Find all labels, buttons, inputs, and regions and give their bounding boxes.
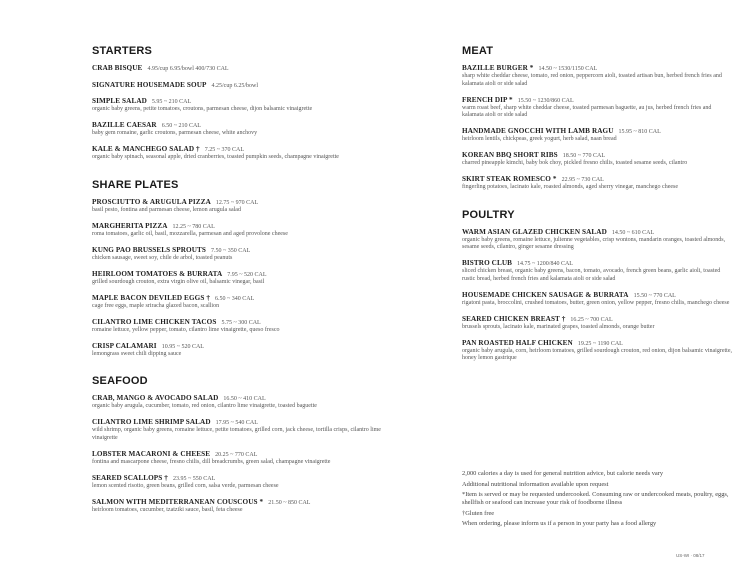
menu-item [92,81,382,90]
item-title-line [462,151,732,160]
item-name: HANDMADE GNOCCHI WITH LAMB RAGU [462,127,614,135]
item-name: LOBSTER MACARONI & CHEESE [92,449,211,458]
item-price-calories: 15.95 ~ 810 CAL [618,129,661,135]
item-name: CRAB, MANGO & AVOCADO SALAD [92,394,219,402]
item-title-line [92,222,382,231]
item-name: FRENCH DIP * [462,95,513,104]
item-title-line [92,498,382,507]
item-title-line [462,96,732,105]
item-description: heirloom tomatoes, cucumber, tzatziki sauce, basil, feta cheese [92,506,243,513]
item-name: KOREAN BBQ SHORT RIBS [462,151,558,159]
item-price-calories: 20.25 ~ 770 CAL [215,451,258,458]
item-name: SKIRT STEAK ROMESCO * [462,175,557,183]
item-name: SIMPLE SALAD [92,97,147,105]
item-name: CILANTRO LIME CHICKEN TACOS [92,317,217,326]
item-price-calories: 12.25 ~ 780 CAL [172,223,215,230]
menu-section [462,209,732,363]
item-price-calories: 14.50 ~ 1530/1150 CAL [538,66,598,72]
item-name: HOUSEMADE CHICKEN SAUSAGE & BURRATA [462,290,629,299]
item-title-line [92,342,382,351]
item-title-line [462,339,732,348]
menu-item [92,474,382,491]
menu-item [92,270,382,287]
item-description: chicken sausage, sweet soy, chile de arbol, toasted peanuts [92,254,233,261]
item-title-line [462,64,732,73]
item-name: SEARED CHICKEN BREAST † [462,314,566,323]
item-description: heirloom lentils, chickpeas, greek yogurt, herb salad, naan bread [462,136,617,142]
menu-item [92,222,382,239]
menu-item [92,342,382,359]
item-price-calories: 15.50 ~ 1230/860 CAL [517,97,574,104]
item-description: warm roast beef, sharp white cheddar cheese, toasted parmesan baguette, au jus, herbed french fries and kalamata aioli or side salad [462,104,712,118]
item-price-calories: 23.95 ~ 550 CAL [173,475,216,482]
item-description: organic baby arugula, cucumber, tomato, red onion, cilantro lime vinaigrette, toasted baguette [92,403,317,409]
item-name: WARM ASIAN GLAZED CHICKEN SALAD [462,227,607,236]
item-description: fingerling potatoes, lacinato kale, roasted almonds, aged sherry vinegar, manchego cheese [462,184,679,190]
item-price-calories: 22.95 ~ 730 CAL [561,177,604,183]
item-description: grilled sourdough crouton, extra virgin olive oil, balsamic vinegar, basil [92,278,265,285]
menu-item [92,450,382,467]
footnote: 2,000 calories a day is used for general nutrition advice, but calorie needs vary [462,470,664,477]
menu-item [92,145,382,162]
item-price-calories: 14.75 ~ 1200/840 CAL [517,261,573,267]
item-title-line [92,318,382,327]
item-description: organic baby greens, petite tomatoes, croutons, parmesan cheese, dijon balsamic vinaigrette [92,106,313,112]
item-title-line [92,270,382,279]
item-price-calories: 17.95 ~ 540 CAL [215,420,258,426]
item-price-calories: 21.50 ~ 850 CAL [268,499,311,506]
item-title-line [462,127,732,136]
footnote: *Item is served or may be requested undercooked. Consuming raw or undercooked meats, poultry, eggs, shellfish or seafood can increase your risk of foodborne illness [462,491,729,506]
menu-section [92,179,382,359]
item-name: BAZILLE CAESAR [92,121,157,129]
item-name: PAN ROASTED HALF CHICKEN [462,338,573,347]
item-name: CRISP CALAMARI [92,341,157,350]
item-description: rigatoni pasta, broccolini, crushed tomatoes, butter, green onion, yellow pepper, fresno chilis, manchego cheese [462,299,730,306]
item-title-line [92,64,382,73]
item-price-calories: 4.95/cup 6.95/bowl 400/730 CAL [147,66,229,72]
item-price-calories: 15.50 ~ 770 CAL [633,292,676,299]
item-description: baby gem romaine, garlic croutons, parmesan cheese, white anchovy [92,130,258,136]
item-name: MARGHERITA PIZZA [92,221,168,230]
item-description: sharp white cheddar cheese, tomato, red onion, peppercorn aioli, toasted artisan bun, herbed french fries and kalamata aioli or side salad [462,73,722,87]
item-title-line [92,394,382,403]
menu-column-right [462,45,732,380]
menu-item [462,127,732,144]
menu-item [92,246,382,263]
section-title: POULTRY [462,208,515,221]
item-title-line [92,81,382,90]
item-title-line [92,474,382,483]
item-description: fontina and mascarpone cheese, fresno chilis, dill breadcrumbs, green salad, champagne vinaigrette [92,458,331,465]
item-name: HEIRLOOM TOMATOES & BURRATA [92,269,223,278]
menu-section [92,45,382,162]
item-name: SALMON WITH MEDITERRANEAN COUSCOUS * [92,497,264,506]
menu-item [92,294,382,311]
item-title-line [92,145,382,154]
menu-item [462,96,732,120]
item-title-line [92,121,382,130]
section-title: SEAFOOD [92,375,148,387]
menu-item [92,97,382,114]
item-name: BAZILLE BURGER * [462,64,534,72]
item-name: CILANTRO LIME SHRIMP SALAD [92,418,211,426]
item-title-line [92,294,382,303]
item-description: lemongrass sweet chili dipping sauce [92,350,182,357]
menu-item [92,394,382,411]
menu-item [462,291,732,308]
item-description: organic baby arugula, corn, heirloom tomatoes, grilled sourdough crouton, red onion, dijon balsamic vinaigrette, honey lemon gastrique [462,347,732,361]
menu-section [92,375,382,514]
item-description: lemon scented risotto, green beans, grilled corn, salsa verde, parmesan cheese [92,482,279,489]
item-description: roma tomatoes, garlic oil, basil, mozzarella, parmesan and aged provolone cheese [92,230,288,237]
item-price-calories: 6.50 ~ 210 CAL [161,123,201,129]
item-title-line [92,198,382,207]
item-title-line [92,418,382,427]
item-name: PROSCIUTTO & ARUGULA PIZZA [92,197,211,206]
menu-item [92,121,382,138]
item-price-calories: 6.50 ~ 340 CAL [215,295,255,302]
item-name: KUNG PAO BRUSSELS SPROUTS [92,245,206,254]
item-price-calories: 19.25 ~ 1190 CAL [577,340,623,347]
item-description: wild shrimp, organic baby greens, romaine lettuce, petite tomatoes, grilled corn, jack cheese, tortilla crisps, cilantro lime vinaigrette [92,427,381,441]
item-title-line [92,97,382,106]
menu-item [462,315,732,332]
item-description: organic baby spinach, seasonal apple, dried cranberries, toasted pumpkin seeds, champagne vinaigrette [92,154,339,160]
item-price-calories: 16.25 ~ 700 CAL [570,316,613,323]
section-title: MEAT [462,45,494,57]
menu-column-left [92,45,382,531]
item-description: charred pineapple kimchi, baby bok choy, pickled fresno chilis, toasted sesame seeds, cilantro [462,160,688,166]
item-description: organic baby greens, romaine lettuce, julienne vegetables, crisp wontons, mandarin oranges, toasted almonds, sesame seeds, cilantro, ginger sesame dressing [462,236,726,250]
menu-item [462,175,732,192]
menu-item [462,339,732,363]
menu-item [92,498,382,515]
menu-item [92,418,382,442]
item-description: sliced chicken breast, organic baby greens, bacon, tomato, avocado, french green beans, garlic aioli, toasted rustic bread, herbed french fries and kalamata aioli or side salad [462,268,721,282]
item-price-calories: 5.95 ~ 210 CAL [151,99,192,105]
item-price-calories: 4.25/cup 6.25/bowl [211,82,258,89]
footnote: †Gluten free [462,509,495,517]
menu-item [462,259,732,283]
item-name: CRAB BISQUE [92,64,143,72]
item-name: BISTRO CLUB [462,259,513,267]
item-price-calories: 7.50 ~ 350 CAL [211,247,251,254]
item-price-calories: 14.50 ~ 610 CAL [611,229,655,236]
item-description: cage free eggs, maple sriracha glazed bacon, scallion [92,302,220,309]
item-title-line [462,259,732,268]
item-description: romaine lettuce, yellow pepper, tomato, cilantro lime vinaigrette, queso fresco [92,326,280,333]
item-price-calories: 7.95 ~ 520 CAL [227,271,267,278]
item-description: brussels sprouts, lacinato kale, marinated grapes, toasted almonds, orange butter [462,323,655,330]
item-name: SEARED SCALLOPS † [92,473,168,482]
item-price-calories: 18.50 ~ 770 CAL [562,153,606,159]
item-title-line [462,315,732,324]
menu-item [462,151,732,168]
item-name: SIGNATURE HOUSEMADE SOUP [92,80,207,89]
menu-item [92,198,382,215]
menu-item [92,318,382,335]
item-title-line [462,175,732,184]
item-price-calories: 10.95 ~ 520 CAL [161,343,204,350]
menu-item [92,64,382,73]
menu-version-code: US-WI · 08/17 [676,553,705,558]
footnote: When ordering, please inform us if a person in your party has a food allergy [462,520,657,527]
item-name: MAPLE BACON DEVILED EGGS † [92,293,211,302]
item-title-line [92,450,382,459]
section-title: SHARE PLATES [92,178,179,191]
menu-item [462,228,732,252]
item-price-calories: 12.75 ~ 970 CAL [215,199,259,206]
item-price-calories: 7.25 ~ 370 CAL [204,147,244,153]
menu-section [462,45,732,192]
item-price-calories: 5.75 ~ 300 CAL [221,319,261,326]
item-title-line [462,228,732,237]
footnote: Additional nutritional information available upon request [462,480,609,488]
item-name: KALE & MANCHEGO SALAD † [92,145,200,153]
item-title-line [92,246,382,255]
menu-footnotes [462,470,742,531]
item-description: basil pesto, fontina and parmesan cheese, lemon arugula salad [92,206,241,213]
item-title-line [462,291,732,300]
item-price-calories: 16.50 ~ 410 CAL [223,396,266,402]
menu-item [462,64,732,88]
section-title: STARTERS [92,45,153,57]
